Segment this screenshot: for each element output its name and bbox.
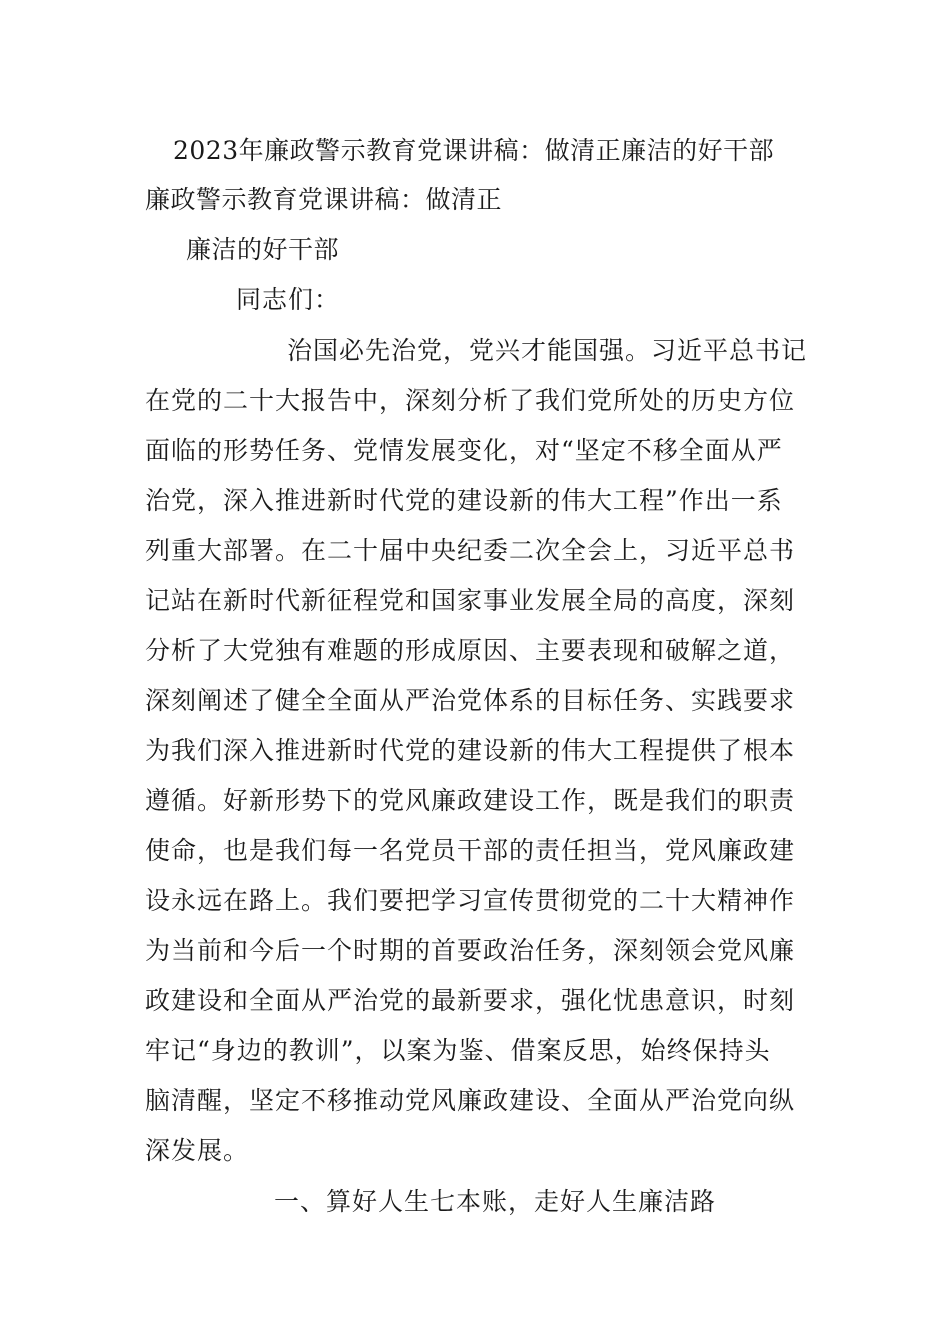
document-title-line-2: 廉政警示教育党课讲稿：做清正 — [145, 185, 503, 214]
paragraph-line: 为我们深入推进新时代党的建设新的伟大工程提供了根本 — [145, 736, 796, 765]
paragraph-line: 政建设和全面从严治党的最新要求，强化忧患意识，时刻 — [145, 986, 796, 1015]
paragraph-line: 为当前和今后一个时期的首要政治任务，深刻领会党风廉 — [145, 936, 796, 965]
paragraph-line: 列重大部署。在二十届中央纪委二次全会上，习近平总书 — [145, 536, 796, 565]
paragraph-line: 设永远在路上。我们要把学习宣传贯彻党的二十大精神作 — [145, 886, 796, 915]
document-title-line-1: 2023年廉政警示教育党课讲稿：做清正廉洁的好干部 — [173, 136, 775, 165]
section-heading: 一、算好人生七本账，走好人生廉洁路 — [274, 1187, 717, 1216]
paragraph-line: 遵循。好新形势下的党风廉政建设工作，既是我们的职责 — [145, 786, 796, 815]
paragraph-line: 脑清醒，坚定不移推动党风廉政建设、全面从严治党向纵 — [145, 1086, 796, 1115]
paragraph-line: 治国必先治党，党兴才能国强。习近平总书记 — [287, 336, 808, 365]
paragraph-line: 面临的形势任务、党情发展变化，对“坚定不移全面从严 — [145, 436, 783, 465]
paragraph-line: 深刻阐述了健全全面从严治党体系的目标任务、实践要求 — [145, 686, 796, 715]
paragraph-line: 记站在新时代新征程党和国家事业发展全局的高度，深刻 — [145, 586, 796, 615]
paragraph-line: 牢记“身边的教训”，以案为鉴、借案反思，始终保持头 — [145, 1036, 771, 1065]
paragraph-line: 治党，深入推进新时代党的建设新的伟大工程”作出一系 — [145, 486, 783, 515]
paragraph-line: 在党的二十大报告中，深刻分析了我们党所处的历史方位 — [145, 386, 796, 415]
salutation: 同志们： — [236, 285, 341, 314]
document-title-line-3: 廉洁的好干部 — [186, 235, 340, 264]
paragraph-line: 分析了大党独有难题的形成原因、主要表现和破解之道， — [145, 636, 796, 665]
paragraph-line: 使命，也是我们每一名党员干部的责任担当，党风廉政建 — [145, 836, 796, 865]
paragraph-line: 深发展。 — [145, 1136, 250, 1165]
